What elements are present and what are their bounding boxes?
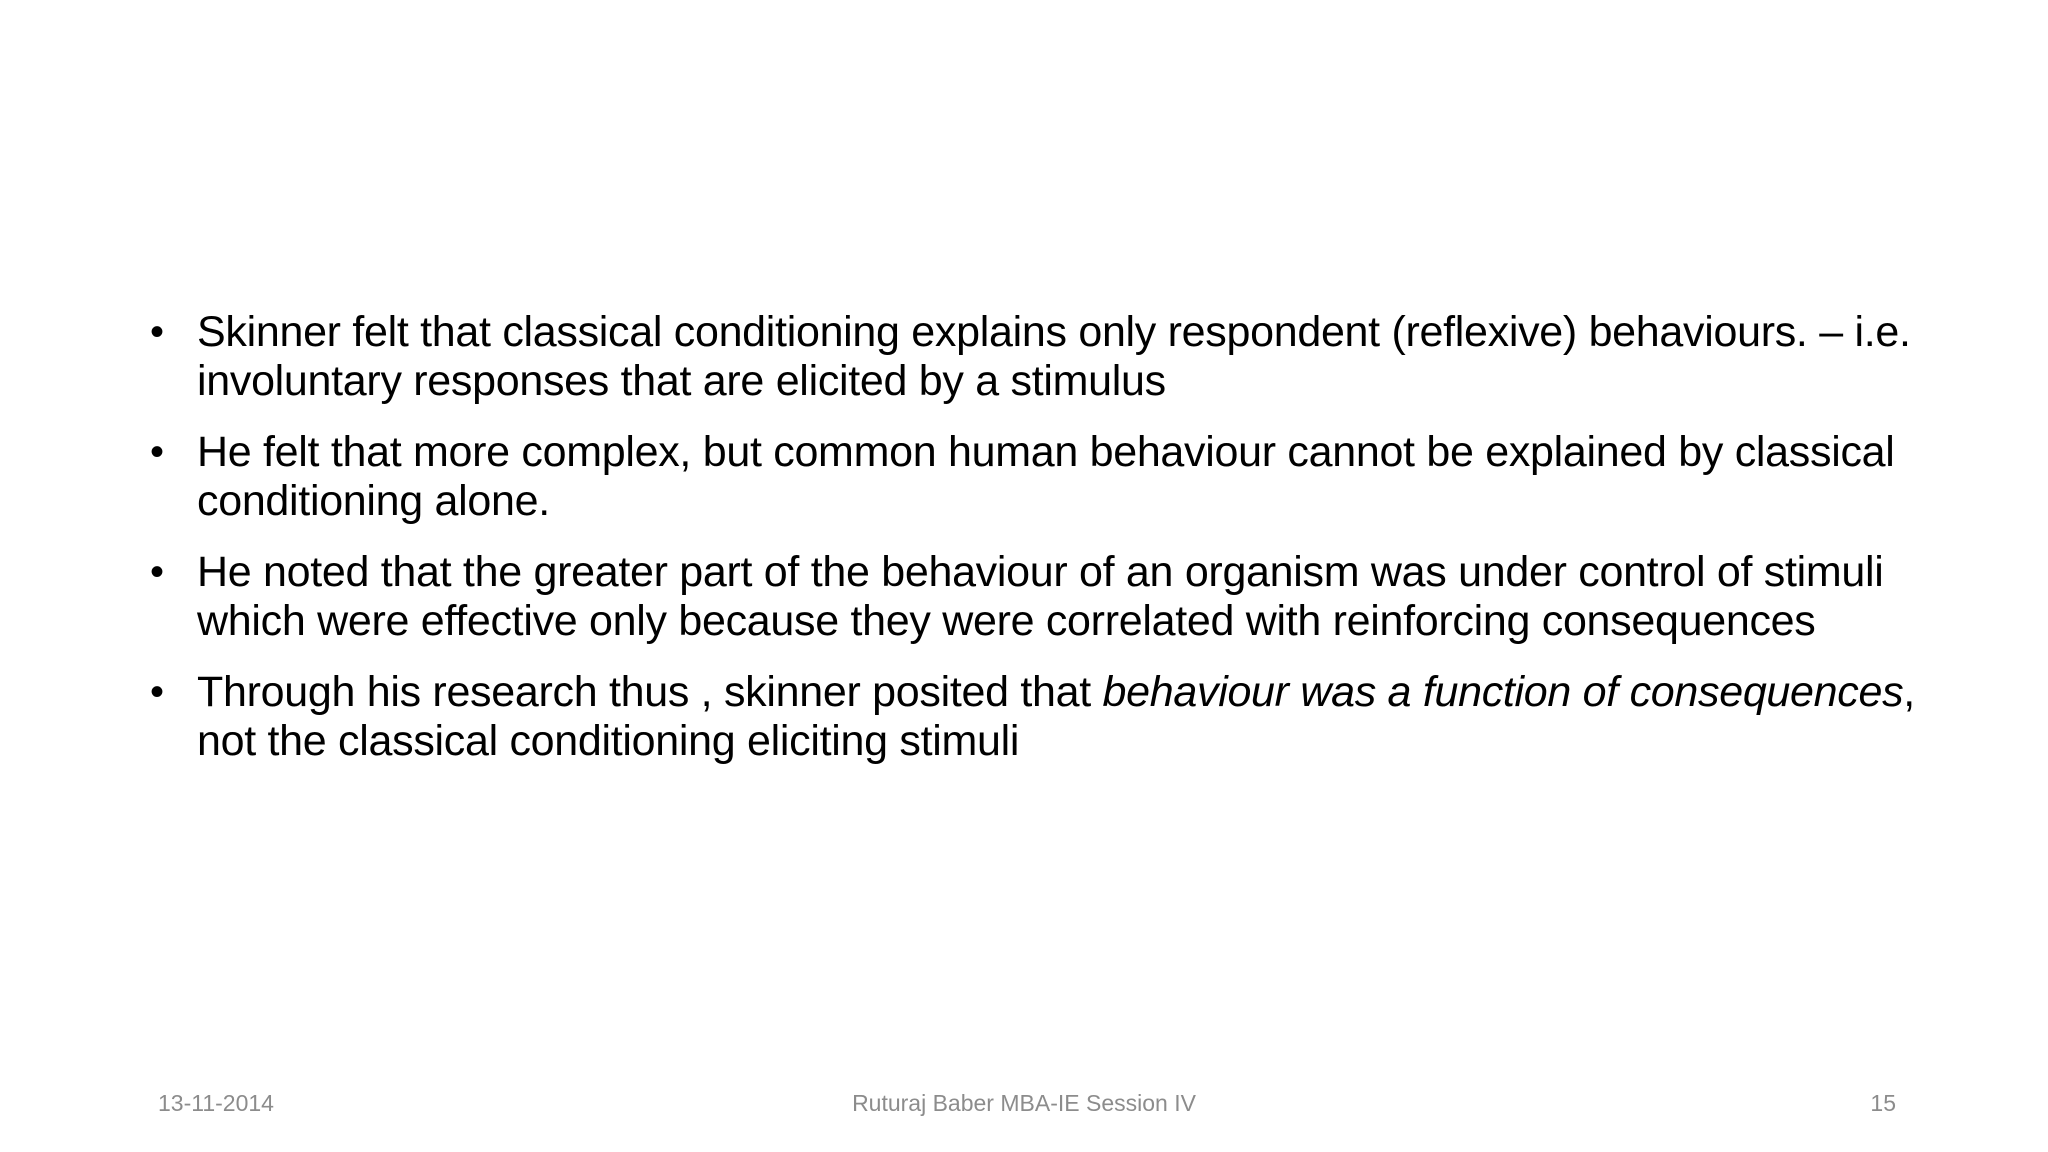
bullet-icon: • xyxy=(150,430,164,474)
bullet-text-emphasis: behaviour was a function of consequences xyxy=(1102,668,1904,716)
bullet-list xyxy=(150,308,1920,788)
bullet-text-after: , not the classical conditioning eliciting stimuli xyxy=(197,668,1915,765)
bullet-text: He noted that the greater part of the behaviour of an organism was under control of stimuli which were effective only because they were correlated with reinforcing consequences xyxy=(197,548,1884,645)
bullet-icon: • xyxy=(150,310,164,354)
slide-number: 15 xyxy=(1870,1090,1896,1116)
bullet-icon: • xyxy=(150,550,164,594)
bullet-item xyxy=(150,428,1920,526)
bullet-text: Skinner felt that classical conditioning explains only respondent (reflexive) behaviours. – i.e. involuntary responses that are elicited by a stimulus xyxy=(197,308,1911,405)
footer-title: Ruturaj Baber MBA-IE Session IV xyxy=(852,1090,1196,1116)
bullet-text: He felt that more complex, but common human behaviour cannot be explained by classical conditioning alone. xyxy=(197,428,1895,525)
bullet-item xyxy=(150,308,1920,406)
bullet-text-before: Through his research thus , skinner posited that xyxy=(197,668,1103,716)
bullet-item xyxy=(150,548,1920,646)
bullet-icon: • xyxy=(150,670,164,714)
footer-date: 13-11-2014 xyxy=(158,1090,274,1116)
bullet-item xyxy=(150,668,1920,766)
